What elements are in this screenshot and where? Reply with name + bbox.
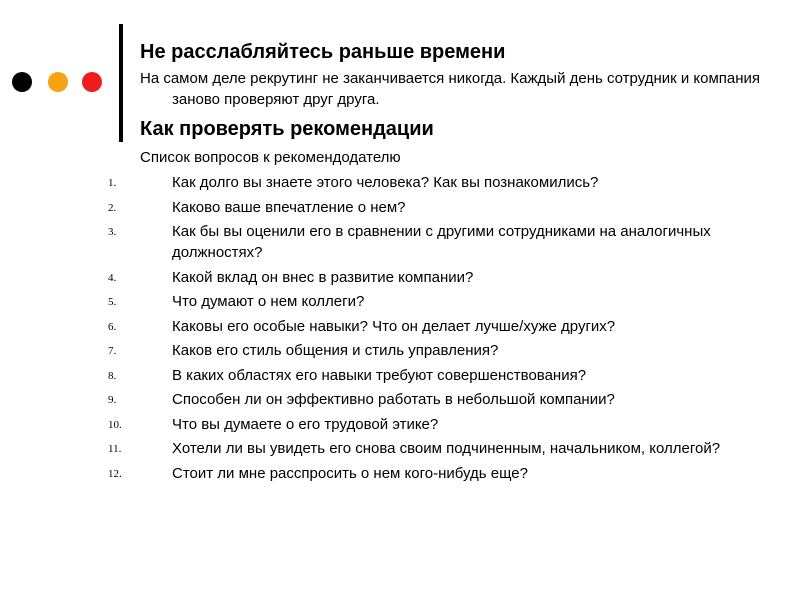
list-item-number: 11. xyxy=(108,443,122,455)
list-item-text: Как долго вы знаете этого человека? Как вы познакомились? xyxy=(172,174,599,191)
list-item-text: Что думают о нем коллеги? xyxy=(172,293,365,310)
list-item xyxy=(108,340,780,361)
list-item xyxy=(108,414,780,435)
list-item-number: 9. xyxy=(108,394,117,406)
list-item xyxy=(108,316,780,337)
slide-heading-2: Как проверять рекомендации xyxy=(140,118,434,140)
list-item xyxy=(108,463,780,484)
list-item xyxy=(108,291,780,312)
list-item-number: 12. xyxy=(108,467,122,480)
list-item-text: Хотели ли вы увидеть его снова своим подчиненным, начальником, коллегой? xyxy=(172,440,721,457)
list-item-number: 6. xyxy=(108,320,117,333)
list-item xyxy=(108,172,780,193)
list-item-number: 3. xyxy=(108,226,117,238)
questions-subheading: Список вопросов к рекомендодателю xyxy=(140,149,401,166)
list-item-text: Каков его стиль общения и стиль управления? xyxy=(172,342,499,359)
list-item-number: 2. xyxy=(108,201,117,214)
vertical-accent-bar xyxy=(119,24,123,142)
list-item-text: Каковы его особые навыки? Что он делает лучше/хуже других? xyxy=(172,317,616,335)
list-item-number: 5. xyxy=(108,296,117,308)
list-item-text: Какой вклад он внес в развитие компании? xyxy=(172,268,474,286)
list-item-number: 10. xyxy=(108,418,122,431)
list-item-text: Что вы думаете о его трудовой этике? xyxy=(172,415,439,433)
decorative-dots xyxy=(12,72,104,94)
list-item-number: 4. xyxy=(108,271,117,284)
list-item xyxy=(108,267,780,288)
list-item-number: 1. xyxy=(108,177,117,189)
slide-content xyxy=(108,39,780,487)
questions-list xyxy=(108,172,780,484)
red-dot-icon xyxy=(82,72,102,92)
list-item xyxy=(108,438,780,459)
orange-dot-icon xyxy=(48,72,68,92)
list-item-text: Способен ли он эффективно работать в небольшой компании? xyxy=(172,391,615,408)
list-item-text: Как бы вы оценили его в сравнении с другими сотрудниками на аналогичных должностях? xyxy=(172,223,711,261)
list-item xyxy=(108,365,780,386)
list-item-number: 8. xyxy=(108,369,117,382)
black-dot-icon xyxy=(12,72,32,92)
list-item xyxy=(108,389,780,410)
list-item xyxy=(108,197,780,218)
list-item xyxy=(108,221,780,263)
list-item-text: Каково ваше впечатление о нем? xyxy=(172,198,406,216)
list-item-number: 7. xyxy=(108,345,117,357)
list-item-text: Стоит ли мне расспросить о нем кого-нибудь еще? xyxy=(172,464,528,482)
list-item-text: В каких областях его навыки требуют совершенствования? xyxy=(172,366,587,384)
slide-paragraph: На самом деле рекрутинг не заканчивается никогда. Каждый день сотрудник и компания заново проверяют друг друга. xyxy=(140,70,761,108)
slide-heading-1: Не расслабляйтесь раньше времени xyxy=(140,41,506,63)
